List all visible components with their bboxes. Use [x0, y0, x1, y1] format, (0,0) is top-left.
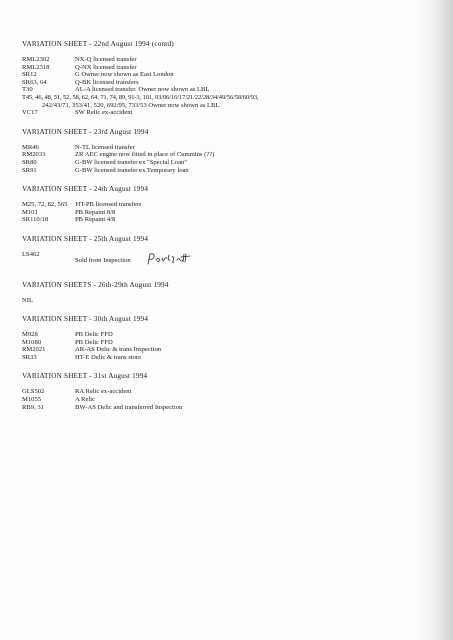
entry-desc: G-BW licensed transfer ex Temporary loan	[75, 166, 189, 174]
entry-row	[22, 251, 432, 270]
entry-desc: PB Repaint 4/8	[75, 216, 116, 224]
entry-row	[22, 79, 432, 87]
entry-row	[22, 71, 432, 79]
section-30-aug	[22, 315, 432, 361]
entry-code: GLS502	[22, 388, 45, 396]
entry-code: SR12	[22, 71, 37, 79]
entry-code: M1080	[22, 338, 42, 346]
entry-row	[22, 56, 432, 64]
entry-code: RML2318	[22, 63, 50, 71]
entry-code: SR33	[22, 353, 37, 361]
entry-row	[22, 346, 432, 354]
entry-code: RM2033	[22, 151, 46, 159]
handwritten-signature	[146, 251, 206, 270]
section-heading: VARIATION SHEET - 23rd August 1994	[22, 127, 149, 136]
entry-row	[22, 64, 432, 72]
section-25-aug	[22, 235, 432, 270]
section-heading: VARIATION SHEETS - 26th-29th August 1994	[22, 280, 169, 289]
entry-code: M101	[22, 208, 38, 216]
entry-desc: A Relic	[75, 396, 95, 404]
section-heading: VARIATION SHEET - 22nd August 1994 (contd)	[22, 40, 174, 48]
entry-code: LS462	[22, 250, 40, 258]
section-heading: VARIATION SHEET - 30th August 1994	[22, 315, 149, 324]
entry-desc: BW-AS Delic and transferred Inspection	[75, 403, 183, 411]
entry-code: RB9, 31	[22, 403, 44, 411]
entry-row-continued	[22, 102, 432, 110]
entry-desc	[75, 297, 432, 305]
entry-desc: PB Delic FFD	[75, 338, 113, 346]
entry-code: MR46	[22, 143, 39, 151]
section-31-aug	[22, 372, 432, 411]
entry-code: M25, 72, 82, 565	[22, 201, 68, 209]
entry-code: RM2021	[22, 346, 46, 354]
entry-row	[22, 404, 432, 412]
entry-desc: N-TL licensed transfer	[75, 143, 135, 151]
entry-desc: PB Delic FFD	[75, 331, 113, 339]
entry-desc: T45, 46, 48, 51, 52, 58, 62, 64, 71, 74, 89, 91-3, 101, 03/06/16/17/21/22/28/34/49/56/58/60/93,	[22, 93, 259, 101]
entry-row	[22, 159, 432, 167]
entry-desc: RA Relic ex-accident	[75, 388, 132, 396]
entry-code: SR110/18	[22, 216, 49, 224]
entry-row	[22, 144, 432, 152]
entry-code: SR80	[22, 158, 37, 166]
entry-code: NIL	[22, 296, 33, 304]
entry-desc: SW Relic ex-accident	[75, 109, 133, 117]
entry-desc: NX-Q licensed transfer	[75, 56, 137, 63]
section-26-29-aug	[22, 281, 432, 305]
entry-row	[22, 396, 432, 404]
variation-sheets	[22, 40, 432, 422]
entry-row	[22, 209, 432, 217]
section-heading: VARIATION SHEET - 31st August 1994	[22, 372, 148, 381]
entry-desc: AL-A licensed transfer. Owner now shown as LBL	[75, 86, 210, 94]
entry-code: SR91	[22, 166, 37, 174]
entry-desc: HT-E Delic & trans store	[75, 353, 142, 361]
entry-code: T30	[22, 86, 33, 94]
entry-row	[22, 167, 432, 175]
entry-code: M1055	[22, 396, 42, 404]
entry-desc: Sold from Inspection	[75, 256, 131, 264]
section-22-aug	[22, 40, 432, 117]
entry-desc: 242/43/71, 353/41, 520, 692/95, 733/53 Owner now shown as LBL	[42, 101, 220, 109]
entry-desc: Q-NX licensed transfer	[75, 63, 137, 71]
section-heading: VARIATION SHEET - 24th August 1994	[22, 185, 149, 194]
entry-row	[22, 86, 432, 94]
entry-desc: ZR AEC engine now fitted in place of Cummins (??)	[75, 151, 215, 159]
section-23-aug	[22, 128, 432, 174]
entry-desc: G Owner now shown as East London	[75, 71, 174, 79]
entry-row	[22, 216, 432, 224]
signature-icon	[146, 251, 206, 267]
entry-row	[22, 109, 432, 117]
entry-code: RML2302	[22, 56, 50, 63]
entry-row	[22, 331, 432, 339]
entry-row	[22, 354, 432, 362]
entry-row-continued	[22, 94, 432, 102]
entry-code: VC17	[22, 109, 38, 117]
entry-desc: Q-BK licensed transfers	[75, 78, 139, 86]
entry-desc: AR-AS Delic & trans Inspection	[75, 346, 162, 354]
entry-code: M928	[22, 331, 38, 339]
section-heading: VARIATION SHEET - 25th August 1994	[22, 234, 149, 243]
entry-row	[22, 297, 432, 305]
entry-row	[22, 388, 432, 396]
entry-code: SR63, 64	[22, 78, 47, 86]
entry-desc: HT-PB licensed transfers	[75, 201, 142, 209]
entry-row	[22, 201, 432, 209]
entry-desc: G-BW licensed transfer ex "Special Loan"	[75, 158, 188, 166]
entry-row	[22, 339, 432, 347]
section-24-aug	[22, 185, 432, 224]
entry-desc: PB Repaint 8/8	[75, 208, 116, 216]
entry-row	[22, 151, 432, 159]
